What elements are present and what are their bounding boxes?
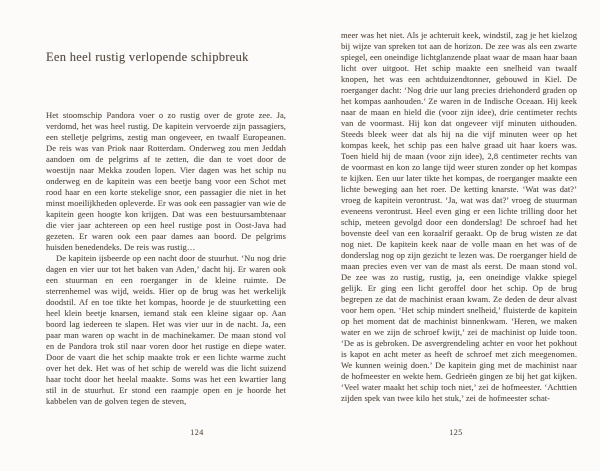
paragraph: meer was het niet. Als je achteruit keek, windstil, zag je het kielzog bij wijze van spreken tot aan de horizon. De zee was als een zwarte spiegel, een oneindige lichtglanzende plaat waar de maan haar baan licht over uitgoot. Het schip maakte een snelheid van twaalf knopen, het was een achtduizendtonner, gebouwd in Kiel. De roerganger dacht: ‘Nog drie uur lang precies driehonderd graden op het kompas aanhouden.’ Ze waren in de Indische Oceaan. Hij keek naar de maan en hield die (voor zijn idee), drie centimeter rechts van de voormast. Hij kon dat ongeveer vijf minuten uithouden. Steeds bleek weer dat als hij na die vijf minuten weer op het kompas keek, het schip pas een halve graad uit haar koers was. Toen hield hij de maan (voor zijn idee), 2,8 centimeter rechts van de voormast en kon zo lange tijd weer sturen zonder op het kompas te kijken. Een uur later tikte het kompas, de roerganger maakte een lichte beweging aan het roer. De ketting knarste. ‘Wat was dat?’ vroeg de kapitein verontrust. ‘Ja, wat was dat?’ vroeg de stuurman eveneens verontrust. Heel even ging er een lichte trilling door het schip, meteen gevolgd door een donderslag! De schroef had het bovenste deel van een koraalrif geraakt. Op de brug wisten ze dat nog niet. De kapitein keek naar de volle maan en het was of de donderslag nog op zijn gezicht te lezen was. De roerganger hield de maan precies even ver van de mast als eerst. De maan stond vol. De zee was zo rustig, rustig, ja, een oneindige vlakke spiegel gelijk. Er ging een licht geroffel door het schip. Op de brug begrepen ze dat de machinist eraan kwam. Ze deden de deur alvast voor hem open. ‘Het schip mindert snelheid,’ fluisterde de kapitein op het moment dat de machinist binnenkwam. ‘Heren, we maken water en we zijn de schroef kwijt,’ zei de machinist op luide toon. ‘De as is gebroken. De asvergrendeling achter en voor het pokhout is kapot en acht meter as heeft de schroef met zich meegenomen. We kunnen weinig doen.’ De kapitein ging met de machinist naar de hofmeester en wekte hem. Gedrieën gingen ze bij het gat kijken. ‘Veel water maakt het schip toch niet,’ zei de hofmeester. ‘Achttien zijden spek van twee kilo het stuk,’ zei de hofmeester schat-: [341, 30, 577, 403]
page-right: [341, 0, 577, 471]
chapter-title: Een heel rustig verlopende schipbreuk: [46, 50, 249, 64]
paragraph: De kapitein ijsbeerde op een nacht door de stuurhut. ‘Nu nog drie dagen en vier uur tot het baken van Aden,’ dacht hij. Er waren ook een stuurman en een roerganger in de kleine ruimte. De sterrenhemel was wijd, weids. Hier op de brug was het werkelijk doodstil. Af en toe tikte het kompas, hoorde je de stuurketting een heel klein beetje knarsen, iemand stak een kleine sigaar op. Aan boord lag iedereen te slapen. Het was vier uur in de nacht. Ja, een paar man waren op wacht in de machinekamer. De maan stond vol en de Pandora trok stil naar voren door het rustige en diepe water. Door de vaart die het schip maakte trok er een lichte warme zucht over het dek. Het was of het schip de wereld was die licht suizend haar tocht door het heelal maakte. Soms was het een kwartier lang stil in de stuurhut. Er stond een raampje open en je hoorde het kabbelen van de golven tegen de steven,: [46, 253, 286, 406]
page-right-body: [341, 30, 577, 404]
page-number-right: 125: [449, 428, 463, 437]
page-left-body: [46, 110, 286, 407]
page-number-left: 124: [190, 428, 204, 437]
paragraph: Het stoomschip Pandora voer o zo rustig over de grote zee. Ja, verdomd, het was heel rustig. De kapitein vervoerde zijn passagiers, een stelletje pelgrims, zestig man ongeveer, en twaalf Europeanen. De reis was van Priok naar Rotterdam. Onderweg zou men Jeddah aandoen om de pelgrims af te zetten, die dan te voet door de woestijn naar Mekka zouden lopen. Vier dagen was het schip nu onderweg en de kapitein was een beetje bang voor een Schot met rood haar en een korte stekelige snor, een passagier die niet in het minst moeilijkheden opleverde. Er was ook een passagier van wie de kapitein geen hoogte kon krijgen. Dat was een bestuursambtenaar die vier jaar achtereen op een heel rustige post in Oost-Java had gezeten. Er waren ook een paar dames aan boord. De pelgrims huisden benedendeks. De reis was rustig…: [46, 110, 286, 252]
page-left: [46, 0, 286, 471]
